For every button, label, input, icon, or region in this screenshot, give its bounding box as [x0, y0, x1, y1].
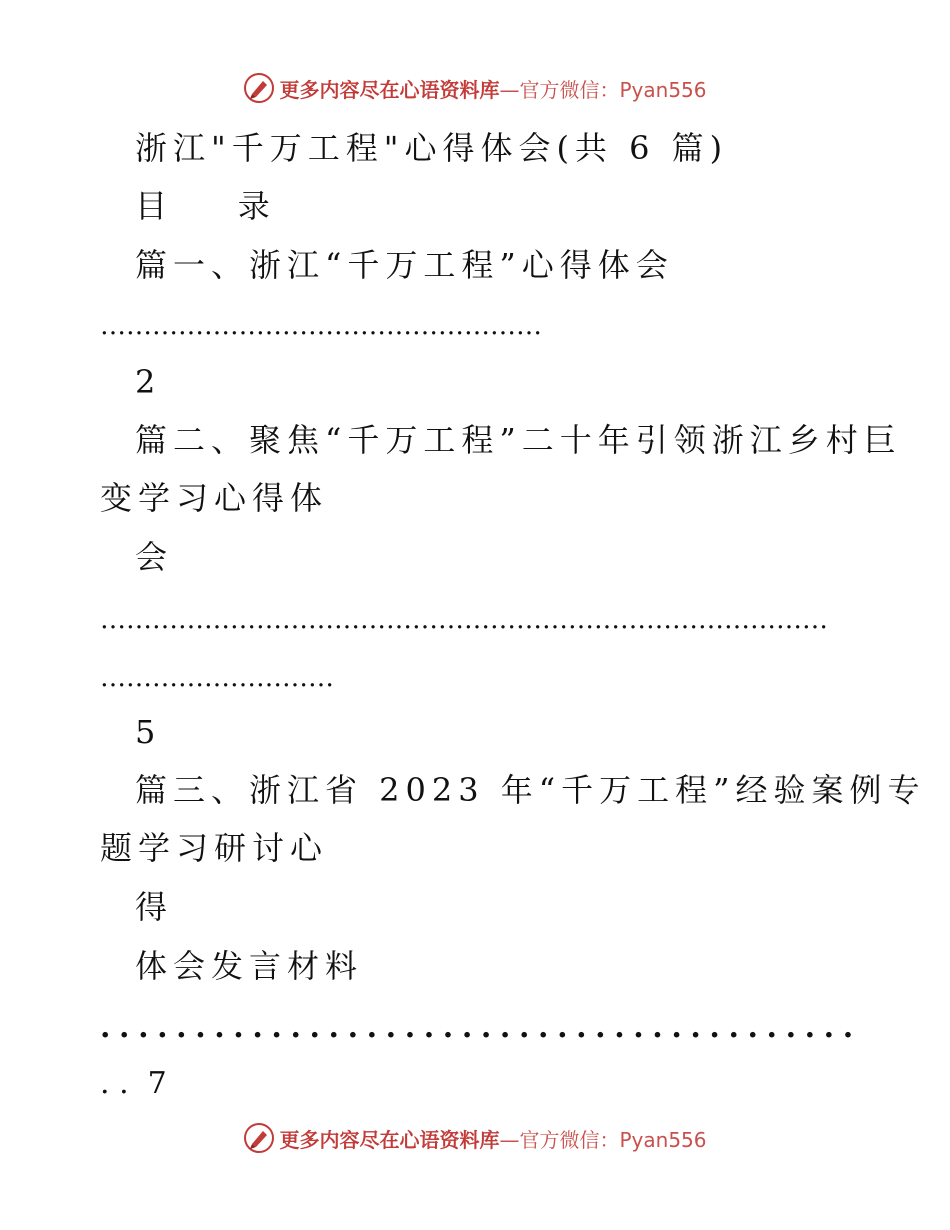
- toc-entry-3-title-line-3: 得: [135, 888, 174, 926]
- toc-entry-1-leader: ……………………………………………: [100, 311, 542, 341]
- toc-entry-1-title: 篇一、浙江“千万工程”心得体会: [135, 246, 674, 284]
- toc-entry-1-page: 2: [135, 363, 162, 401]
- toc-heading: 目 录: [135, 187, 276, 225]
- watermark-brand: 更多内容尽在心语资料库: [279, 77, 500, 102]
- watermark-dash: —: [499, 1127, 520, 1152]
- toc-entry-3-title-line-4: 体会发言材料: [135, 947, 364, 985]
- watermark-text: [279, 74, 706, 103]
- toc-entry-3-title-line-2: 题学习研讨心: [100, 829, 329, 867]
- watermark-text: [279, 1124, 706, 1153]
- watermark-official: 官方微信：: [519, 1127, 620, 1152]
- toc-entry-2-leader-1: …………………………………………………………………………: [100, 605, 828, 635]
- watermark-id: Pyan556: [619, 1127, 707, 1152]
- watermark-dash: —: [499, 77, 520, 102]
- toc-entry-2-leader-2: ………………………: [100, 663, 334, 693]
- watermark-header: [0, 72, 950, 104]
- document-title: 浙江"千万工程"心得体会(共 6 篇): [135, 129, 729, 167]
- toc-entry-2-title-line-3: 会: [135, 538, 174, 576]
- watermark-id: Pyan556: [619, 77, 707, 102]
- watermark-official: 官方微信：: [519, 77, 620, 102]
- toc-entry-2-title-line-2: 变学习心得体: [100, 479, 329, 517]
- pen-logo-icon: [243, 72, 275, 104]
- watermark-brand: 更多内容尽在心语资料库: [279, 1127, 500, 1152]
- watermark-footer: [0, 1122, 950, 1154]
- pen-logo-icon: [243, 1122, 275, 1154]
- toc-entry-2-page: 5: [135, 713, 162, 751]
- toc-entry-3-title-line-1: 篇三、浙江省 2023 年“千万工程”经验案例专: [135, 771, 926, 809]
- toc-entry-2-title-line-1: 篇二、聚焦“千万工程”二十年引领浙江乡村巨: [135, 421, 902, 459]
- toc-entry-3-leader-2-page: . . 7: [100, 1066, 167, 1101]
- toc-entry-3-leader-1: ........................................: [100, 1010, 862, 1045]
